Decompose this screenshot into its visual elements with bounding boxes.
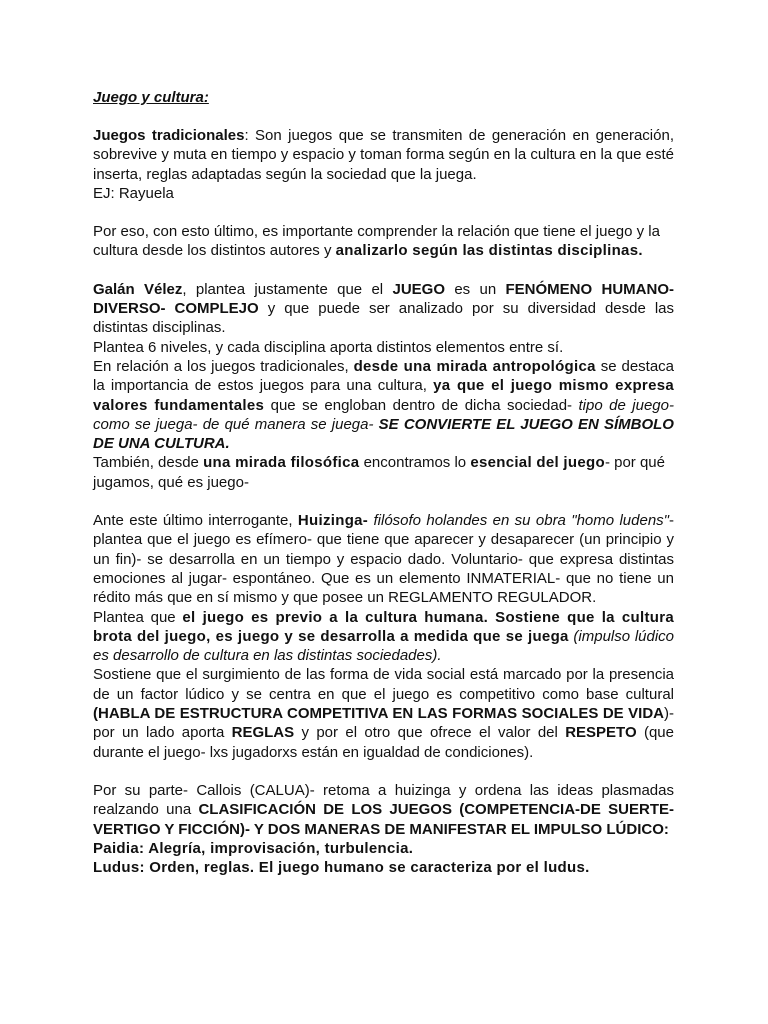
paragraph-juego-previo-cultura — [93, 608, 674, 666]
text: )- por un lado aporta — [93, 705, 674, 742]
document-title: Juego y cultura: — [93, 89, 209, 106]
paragraph-huizinga — [93, 511, 674, 607]
text: encontramos lo — [359, 454, 471, 472]
spacer — [93, 492, 674, 511]
paragraph-niveles: Plantea 6 niveles, y cada disciplina aporta distintos elementos entre sí. — [93, 338, 564, 356]
bold-text: CLASIFICACIÓN DE LOS JUEGOS (COMPETENCIA-DE SUERTE-VERTIGO Y FICCIÓN)- Y DOS MANERAS DE MANIFESTAR EL IMPULSO LÚDICO: — [93, 801, 674, 838]
text: - por qué jugamos, qué es juego- — [93, 454, 665, 491]
text: - plantea que el juego es efímero- que tiene que aparecer y desaparecer (un principio y un fin)- se desarrolla en un tiempo y espacio dado. Voluntario- que expresa distintas emociones al jugar- espontáneo. Que es un elemento INMATERIAL- que no tiene un rédito más que en sí mismo y que posee un REGLAMENTO REGULADOR. — [93, 512, 675, 607]
spacer — [93, 203, 674, 222]
paragraph-factor-ludico — [93, 665, 674, 761]
spacer — [93, 762, 674, 781]
bold-text: RESPETO — [565, 724, 637, 742]
bold-text: una mirada filosófica — [203, 454, 360, 472]
paragraph-ludus — [93, 858, 674, 877]
text: , plantea justamente que el — [182, 280, 393, 298]
bold-text: el juego es previo a la cultura humana. Sostiene que la cultura brota del juego, es juego y se desarrolla a medida que se juega — [93, 608, 674, 645]
bold-text: REGLAS — [231, 724, 295, 742]
text: se destaca la importancia de estos juegos para una cultura, — [93, 357, 675, 395]
author-huizinga: Huizinga- — [297, 512, 369, 530]
text: que se engloban dentro de dicha sociedad- — [264, 396, 579, 414]
bold-text: desde una mirada antropológica — [353, 357, 596, 375]
bold-text: Ludus: Orden, reglas. El juego humano se caracteriza por el ludus. — [93, 859, 590, 877]
bold-italic-text: SE CONVIERTE EL JUEGO EN SÍMBOLO DE UNA CULTURA. — [93, 415, 674, 453]
paragraph-juegos-tradicionales — [93, 126, 674, 184]
text: (que durante el juego- lxs jugadorxs están en igualdad de condiciones). — [93, 724, 674, 761]
bold-text: analizarlo según las distintas disciplinas. — [335, 242, 643, 260]
text: En relación a los juegos tradicionales, — [93, 357, 354, 375]
bold-text: (HABLA DE ESTRUCTURA COMPETITIVA EN LAS FORMAS SOCIALES DE VIDA — [93, 705, 664, 723]
text: : Son juegos que se transmiten de generación en generación, sobrevive y muta en tiempo y espacio y toman forma según en la cultura en la que esté inserta, reglas adaptadas según la sociedad que la juega. — [93, 127, 674, 183]
text: Ante este último interrogante, — [93, 512, 298, 530]
text: es un — [445, 280, 506, 298]
paragraph-paidia — [93, 839, 674, 858]
spacer — [93, 261, 674, 280]
paragraph-mirada-filosofica — [93, 453, 674, 492]
italic-text: filósofo holandes en su obra "homo ludens" — [373, 512, 670, 530]
text: y que puede ser analizado por su diversidad desde las distintas disciplinas. — [93, 300, 674, 337]
paragraph-example: EJ: Rayuela — [93, 184, 174, 202]
author-galan-velez: Galán Vélez — [93, 280, 183, 298]
text: Sostiene que el surgimiento de las forma de vida social está marcado por la presencia de un factor lúdico y se centra en que el juego es competitivo como base cultural — [93, 666, 674, 703]
paragraph-mirada-antropologica — [93, 357, 674, 453]
term-juegos-tradicionales: Juegos tradicionales — [93, 127, 245, 144]
text: Por eso, con esto último, es importante comprender la relación que tiene el juego y la cultura desde los distintos autores y — [93, 223, 660, 260]
italic-text: tipo de juego-como se juega- de qué manera se juega- — [93, 396, 674, 433]
bold-text: ya que el juego mismo expresa valores fundamentales — [93, 377, 674, 414]
italic-text: (impulso lúdico es desarrollo de cultura en las distintas sociedades). — [93, 627, 675, 665]
text: y por el otro que ofrece el valor del — [294, 724, 566, 742]
bold-text: JUEGO — [392, 280, 445, 298]
paragraph-relacion-juego-cultura — [93, 222, 674, 261]
bold-text: esencial del juego — [470, 454, 605, 472]
paragraph-callois — [93, 781, 674, 839]
text: También, desde — [93, 454, 204, 472]
paragraph-galan-velez — [93, 280, 674, 338]
text: Plantea que — [93, 608, 183, 626]
bold-text: FENÓMENO HUMANO- DIVERSO- COMPLEJO — [93, 280, 674, 318]
bold-text: Paidia: Alegría, improvisación, turbulencia. — [93, 839, 414, 857]
text: Por su parte- Callois (CALUA)- retoma a huizinga y ordena las ideas plasmadas realzando una — [93, 781, 674, 819]
